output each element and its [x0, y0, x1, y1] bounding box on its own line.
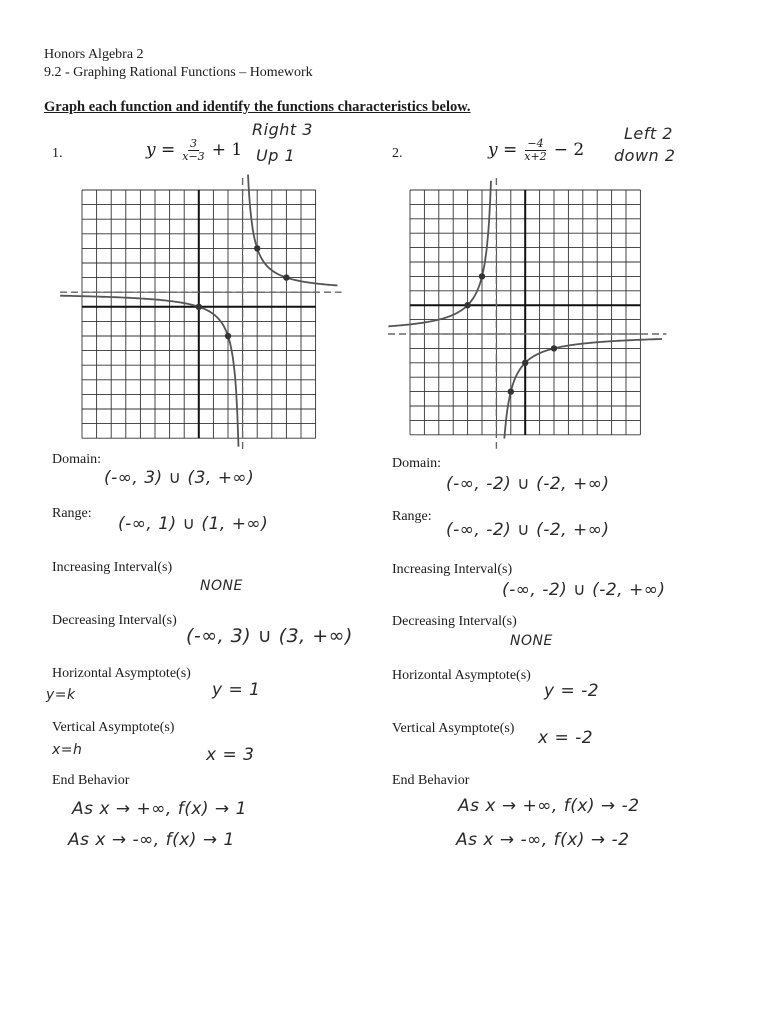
p1-domain-answer: (-∞, 3) ∪ (3, +∞) — [104, 468, 255, 488]
problem-2-shift-note-2: down 2 — [614, 146, 676, 165]
equation-lhs: y = — [488, 140, 518, 161]
equation-constant: − 2 — [553, 140, 585, 161]
problem-1-shift-note-2: Up 1 — [256, 146, 296, 165]
p2-vertical-label: Vertical Asymptote(s) — [392, 721, 515, 736]
plotted-point — [254, 245, 260, 251]
plotted-point — [283, 274, 289, 280]
p1-end-behavior-1: As x → +∞, f(x) → 1 — [72, 799, 247, 819]
assignment-title: 9.2 - Graphing Rational Functions – Homework — [44, 65, 313, 80]
fraction-numerator: −4 — [527, 137, 544, 150]
problem-2-graph — [386, 170, 676, 470]
p2-range-answer: (-∞, -2) ∪ (-2, +∞) — [446, 520, 610, 540]
equation-fraction — [180, 138, 206, 162]
p1-vertical-label: Vertical Asymptote(s) — [52, 720, 175, 735]
p2-vertical-answer: x = -2 — [538, 728, 594, 748]
p1-horizontal-answer: y = 1 — [212, 680, 261, 700]
problem-1-number: 1. — [52, 146, 63, 161]
curve-left-branch — [60, 296, 238, 447]
p1-range-label: Range: — [52, 506, 92, 521]
p1-decreasing-answer: (-∞, 3) ∪ (3, +∞) — [186, 625, 353, 647]
p1-domain-label: Domain: — [52, 452, 101, 467]
p2-end-behavior-1: As x → +∞, f(x) → -2 — [458, 796, 640, 816]
p2-range-label: Range: — [392, 509, 432, 524]
p2-end-behavior-label: End Behavior — [392, 773, 470, 788]
problem-1-equation — [146, 138, 242, 162]
p2-domain-label: Domain: — [392, 456, 441, 471]
p2-increasing-label: Increasing Interval(s) — [392, 562, 513, 577]
p2-decreasing-label: Decreasing Interval(s) — [392, 614, 517, 629]
plotted-point — [479, 273, 485, 279]
p1-range-answer: (-∞, 1) ∪ (1, +∞) — [118, 514, 269, 534]
ha-form-note: y=k — [46, 687, 76, 703]
p1-increasing-label: Increasing Interval(s) — [52, 560, 173, 575]
p1-horizontal-label: Horizontal Asymptote(s) — [52, 666, 191, 681]
problem-2-number: 2. — [392, 146, 403, 161]
p1-end-behavior-2: As x → -∞, f(x) → 1 — [68, 830, 235, 850]
p2-horizontal-answer: y = -2 — [544, 681, 600, 701]
plotted-point — [522, 360, 528, 366]
p2-increasing-answer: (-∞, -2) ∪ (-2, +∞) — [502, 580, 666, 600]
problem-2-equation — [488, 138, 584, 162]
va-form-note: x=h — [52, 742, 83, 758]
p1-end-behavior-label: End Behavior — [52, 773, 130, 788]
p2-domain-answer: (-∞, -2) ∪ (-2, +∞) — [446, 474, 610, 494]
problem-1-shift-note-1: Right 3 — [252, 120, 313, 139]
p2-decreasing-answer: NONE — [510, 633, 553, 649]
plotted-point — [225, 333, 231, 339]
p1-vertical-answer: x = 3 — [206, 745, 255, 765]
equation-lhs: y = — [146, 140, 176, 161]
equation-fraction — [522, 138, 548, 162]
plotted-point — [196, 304, 202, 310]
plotted-point — [508, 388, 514, 394]
fraction-denominator: x+2 — [524, 149, 547, 163]
course-title: Honors Algebra 2 — [44, 47, 144, 62]
plotted-point — [551, 345, 557, 351]
fraction-denominator: x−3 — [182, 149, 205, 163]
equation-constant: + 1 — [211, 140, 243, 161]
instructions: Graph each function and identify the functions characteristics below. — [44, 99, 471, 115]
curve-right-branch — [248, 175, 338, 286]
problem-2-shift-note-1: Left 2 — [624, 124, 673, 143]
p1-increasing-answer: NONE — [200, 578, 243, 594]
plotted-point — [464, 302, 470, 308]
p2-end-behavior-2: As x → -∞, f(x) → -2 — [456, 830, 630, 850]
p1-decreasing-label: Decreasing Interval(s) — [52, 613, 177, 628]
problem-1-graph — [60, 170, 330, 455]
fraction-numerator: 3 — [189, 137, 197, 150]
p2-horizontal-label: Horizontal Asymptote(s) — [392, 668, 531, 683]
